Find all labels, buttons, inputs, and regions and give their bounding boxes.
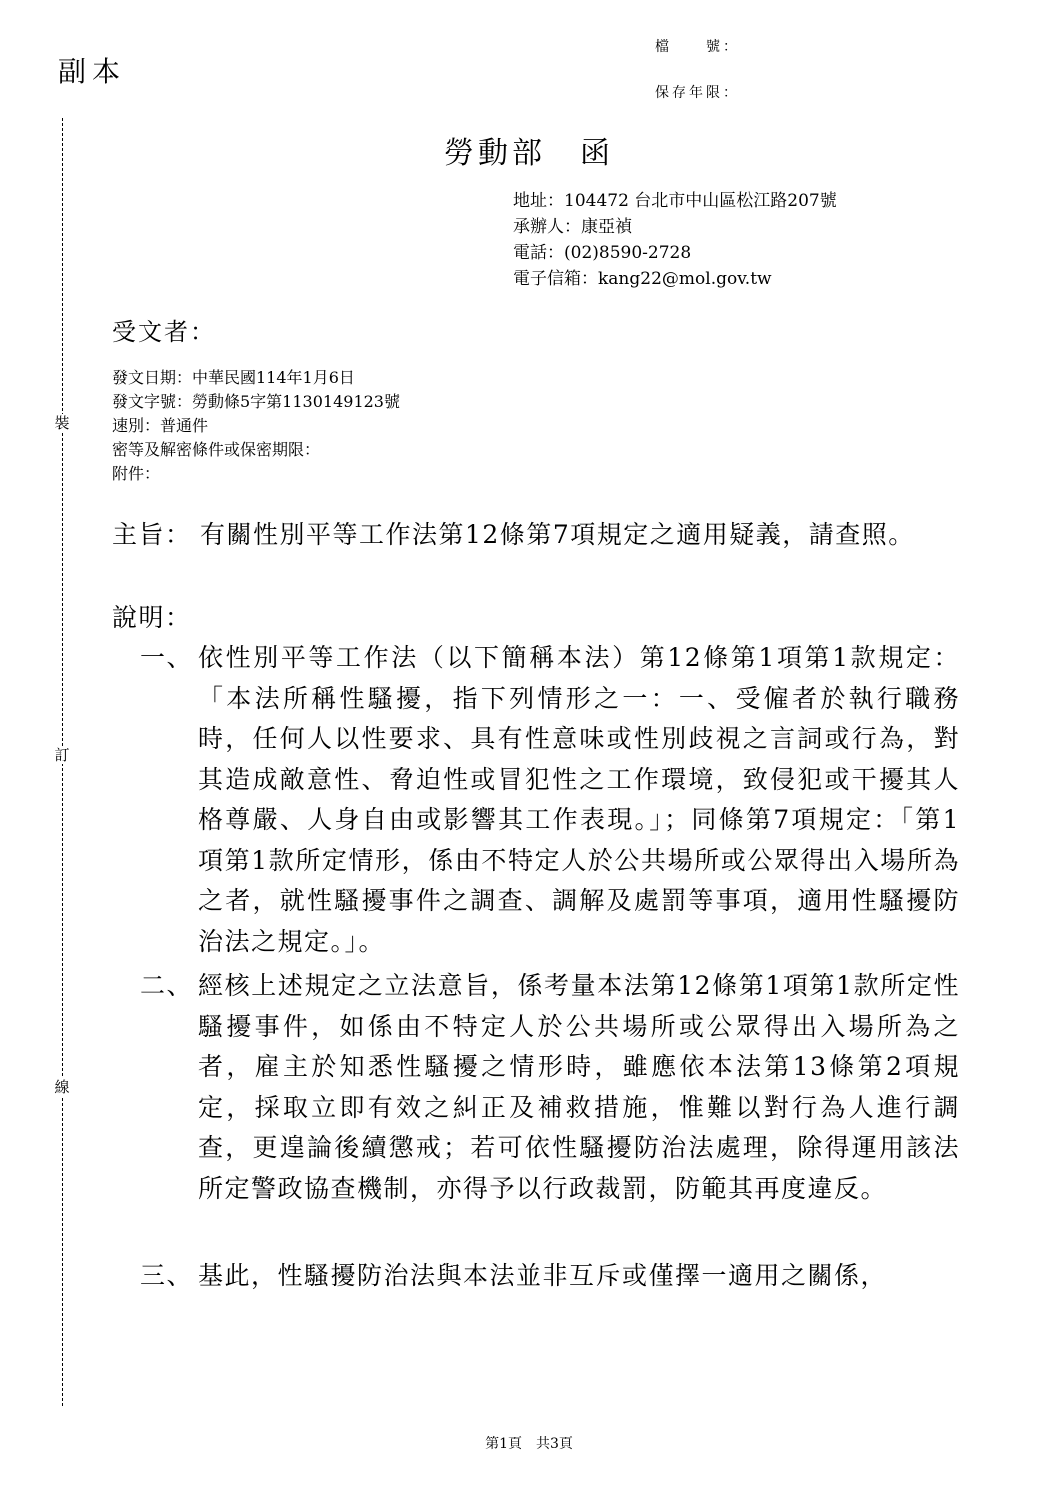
file-number-label: 檔 號： bbox=[655, 39, 740, 55]
address-line: 地址：104472 台北市中山區松江路207號 bbox=[513, 191, 837, 211]
handler-line: 承辦人：康亞禎 bbox=[513, 217, 632, 237]
urgency: 速別：普通件 bbox=[112, 416, 209, 435]
contact-block bbox=[513, 188, 837, 292]
issue-info-block bbox=[112, 366, 400, 486]
subject-text: 有關性別平等工作法第12條第7項規定之適用疑義，請查照。 bbox=[200, 520, 915, 549]
page-footer: 第1頁 共3頁 bbox=[485, 1436, 573, 1452]
retention-period-label: 保存年限： bbox=[655, 85, 740, 101]
email-line: 電子信箱：kang22@mol.gov.tw bbox=[513, 269, 772, 289]
classification: 密等及解密條件或保密期限： bbox=[112, 440, 321, 459]
item-number: 三、 bbox=[140, 1261, 194, 1290]
issue-date: 發文日期：中華民國114年1月6日 bbox=[112, 368, 355, 387]
item-text: 經核上述規定之立法意旨，係考量本法第12條第1項第1款所定性騷擾事件，如係由不特定人於公共場所或公眾得出入場所為之者，雇主於知悉性騷擾之情形時，雖應依本法第13條第2項規定，採取立即有效之糾正及補救措施，惟難以對行為人進行調查，更遑論後續懲戒；若可依性騷擾防治法處理，除得運用該法所定警政協查機制，亦得予以行政裁罰，防範其再度違反。 bbox=[198, 971, 960, 1203]
issue-reference: 發文字號：勞動條5字第1130149123號 bbox=[112, 392, 400, 411]
binding-mark-xian: 線 bbox=[52, 1078, 72, 1096]
explanation-item-1 bbox=[140, 638, 960, 962]
explanation-item-3 bbox=[140, 1256, 960, 1297]
attachment: 附件： bbox=[112, 464, 161, 483]
item-text: 依性別平等工作法（以下簡稱本法）第12條第1項第1款規定：「本法所稱性騷擾，指下列情形之一：一、受僱者於執行職務時，任何人以性要求、具有性意味或性別歧視之言詞或行為，對其造成敵意性、脅迫性或冒犯性之工作環境，致侵犯或干擾其人格尊嚴、人身自由或影響其工作表現。」；同條第7項規定：「第1項第1款所定情形，係由不特定人於公共場所或公眾得出入場所為之者，就性騷擾事件之調查、調解及處罰等事項，適用性騷擾防治法之規定。」。 bbox=[198, 643, 960, 956]
subject-label: 主旨： bbox=[112, 520, 192, 549]
receiver-label: 受文者： bbox=[112, 318, 216, 346]
binding-mark-zhuang: 裝 bbox=[52, 414, 72, 432]
copy-mark: 副本 bbox=[58, 55, 127, 88]
item-number: 二、 bbox=[140, 971, 194, 1000]
binding-mark-ding: 訂 bbox=[52, 746, 72, 764]
explanation-item-2 bbox=[140, 966, 960, 1209]
item-text: 基此，性騷擾防治法與本法並非互斥或僅擇一適用之關係， bbox=[198, 1261, 888, 1290]
item-number: 一、 bbox=[140, 643, 194, 672]
document-title: 勞動部 函 bbox=[444, 136, 614, 171]
phone-line: 電話：(02)8590-2728 bbox=[513, 243, 692, 263]
explanation-label: 說明： bbox=[112, 603, 192, 632]
subject-section bbox=[112, 515, 932, 555]
